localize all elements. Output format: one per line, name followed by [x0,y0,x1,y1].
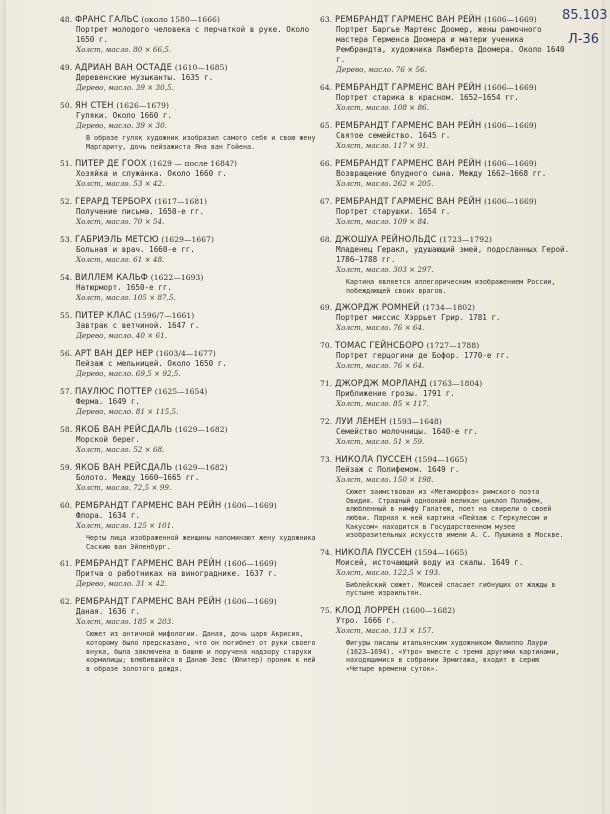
artwork-medium: Холст, масло. 262 × 205. [336,179,434,188]
catalog-entry [320,234,570,295]
artist-name: ПИТЕР КЛАС [74,310,132,321]
artwork-medium: Дерево, масло. 81 × 115,5. [76,407,179,417]
artist-dates: (1629 — после 1684?) [149,159,238,169]
artist-name: ДЖОРДЖ МОРЛАНД [334,378,427,389]
artist-dates: (1625—1654) [154,387,208,397]
artist-dates: (1626—1679) [116,101,170,110]
right-column [320,14,570,680]
artwork-note: Библейский сюжет. Моисей спасает гибнущих от жажды в пустыне израильтян. [346,580,556,598]
entry-number: 49. [60,63,73,72]
catalog-entry [60,348,322,379]
artwork-medium: Холст, масло. 61 × 48. [76,255,165,265]
artist-name: РЕМБРАНДТ ГАРМЕНС ВАН РЕЙН [334,82,482,92]
artwork-title: Даная. 1636 г. [76,607,141,617]
catalog-entry [320,158,570,189]
artwork-title: Флора. 1634 г. [76,511,141,521]
catalog-entry [60,272,322,303]
entry-heading [60,234,322,245]
artist-dates: (1763—1804) [429,379,483,389]
artwork-title: Завтрак с ветчиной. 1647 г. [76,321,200,331]
artwork-title: Утро. 1666 г. [336,615,396,625]
entry-heading [320,82,570,93]
artwork-medium: Холст, масло. 113 × 157. [336,625,434,635]
artwork-medium: Холст, масло. 80 × 66,5. [76,45,172,54]
entry-number: 48. [60,15,73,24]
artwork-title: Портрет Баргье Мартенс Доомер, жены рамочного мастера Герменса Доомера и матери ученика Рембрандта, художника Ламберта Доомера. Около 1640 г. [336,25,565,64]
artist-name: РЕМБРАНДТ ГАРМЕНС ВАН РЕЙН [74,558,222,569]
catalog-entry [60,100,322,151]
artwork-title: Портрет миссис Хэррьет Грир. 1781 г. [336,313,501,323]
artist-dates: (1606—1669) [484,15,537,24]
artwork-medium: Холст, масло. 108 × 86. [336,103,429,112]
artwork-note: Сюжет заимствован из «Метаморфоз» римского поэта Овидия. Страшный одноокий великан циклоп Полифем, влюбленный в нимфу Галатею, поет на свирели о своей любви. Парная к ней картина «Пейзаж с Геркулесом и Какусом» находится в Государственном музее изобразительных искусств имени А. С. Пушкина в Москве. [346,488,564,540]
artwork-medium: Холст, масло. 53 × 42. [76,179,165,189]
artwork-medium: Холст, масло. 117 × 91. [336,141,429,150]
entry-heading [320,196,570,207]
artist-dates: (1629—1667) [161,235,215,245]
entry-number: 67. [320,197,333,206]
entry-heading [320,14,570,25]
entry-number: 53. [60,235,73,245]
artwork-medium: Дерево, масло. 31 × 42. [76,579,167,589]
artwork-title: Получение письма. 1650-е гг. [76,207,205,217]
artist-name: ДЖОШУА РЕЙНОЛЬДС [334,234,437,244]
artwork-title: Портрет старика в красном. 1652—1654 гг. [336,93,519,102]
artwork-note: Картина является аллегорическим изображением России, побеждающей своих врагов. [346,278,556,295]
entry-heading [320,605,570,616]
artist-dates: (1610—1685) [174,63,228,72]
artist-dates: (1606—1669) [224,501,277,511]
artwork-medium: Холст, масло. 52 × 68. [76,445,165,455]
catalog-entry [60,558,322,589]
entry-number: 74. [320,547,333,557]
artist-dates: (1606—1669) [484,159,537,168]
entry-heading [60,596,322,607]
artist-dates: (1603/4—1677) [155,349,216,359]
entry-number: 62. [60,597,73,607]
catalog-entry [320,302,570,333]
entry-number: 73. [320,455,333,465]
artwork-title: Пейзаж с мельницей. Около 1650 г. [76,359,227,369]
catalog-entry [60,596,322,673]
catalog-entry [60,310,322,341]
artwork-title: Портрет молодого человека с перчаткой в руке. Около 1650 г. [76,25,310,44]
catalog-entry [60,386,322,417]
artwork-medium: Дерево, масло. 40 × 61. [76,331,167,341]
artist-dates: (1606—1669) [484,83,537,92]
artwork-medium: Дерево, масло. 76 × 56. [336,65,427,74]
artwork-medium: Холст, масло. 150 × 198. [336,475,434,485]
artist-dates: (1606—1669) [224,559,277,569]
entry-heading [60,14,322,25]
catalog-entry [60,14,322,55]
entry-heading [320,547,570,558]
artwork-title: Ферма. 1649 г. [76,397,141,407]
entry-heading [60,196,322,207]
entry-heading [320,234,570,245]
artist-dates: (1594—1665) [414,455,468,465]
artwork-title: Младенец Геракл, удушающий змей, подосланных Герой. 1786—1788 гг. [336,245,570,264]
artwork-title: Семейство молочницы. 1640-е гг. [336,427,478,437]
artwork-title: Гуляки. Около 1660 г. [76,111,173,120]
artwork-title: Приближение грозы. 1791 г. [336,389,455,399]
artist-dates: (около 1580—1666) [141,15,220,24]
entry-number: 72. [320,417,333,427]
entry-heading [320,158,570,169]
artwork-title: Морской берег. [76,435,141,445]
entry-number: 70. [320,341,333,351]
artist-name: ПИТЕР ДЕ ГООХ [74,158,147,169]
artist-name: ЯКОБ ВАН РЕЙСДАЛЬ [74,424,173,435]
artwork-title: Портрет старушки. 1654 г. [336,207,451,216]
artwork-medium: Холст, масло. 122,5 × 193. [336,567,441,577]
artist-name: РЕМБРАНДТ ГАРМЕНС ВАН РЕЙН [74,596,222,607]
entry-number: 71. [320,379,333,389]
entry-heading [320,378,570,389]
entry-number: 64. [320,83,333,92]
artist-name: ГЕРАРД ТЕРБОРХ [74,196,152,207]
artist-name: НИКОЛА ПУССЕН [334,454,413,465]
catalog-entry [60,62,322,93]
artwork-title: Хозяйка и служанка. Около 1660 г. [76,169,227,179]
entry-number: 52. [60,197,73,207]
catalog-entry [320,120,570,151]
artist-dates: (1606—1669) [484,121,537,130]
artist-dates: (1629—1682) [175,463,228,473]
artwork-note: Фигуры писаны итальянским художником Филиппо Лаури (1623—1694). «Утро» вместе с тремя другими картинами, находящимися в собрании Эрмитажа, входит в серию «Четыре времени суток». [346,638,560,673]
artwork-title: Моисей, источающий воду из скалы. 1649 г. [336,557,524,567]
entry-heading [320,454,570,465]
entry-heading [320,340,570,351]
artist-dates: (1727—1788) [426,341,480,351]
artist-dates: (1600—1682) [402,605,456,615]
artwork-note: Сюжет из античной мифологии. Даная, дочь царя Акрисия, которому было предсказано, что он погибнет от руки своего внука, была заключена в башню и поручена надзору старухи кормилицы; влюбившийся в Данаю Зевс (Юпитер) проник к ней в образе золотого дождя. [86,630,316,673]
artwork-medium: Дерево, масло. 69,5 × 92,5. [76,369,181,379]
catalog-entry [320,196,570,227]
entry-heading [60,62,322,73]
artwork-medium: Холст, масло. 109 × 84. [336,217,429,226]
catalog-entry [60,462,322,493]
artwork-title: Больная и врач. 1660-е гг. [76,245,195,255]
entry-number: 55. [60,311,73,321]
artwork-note: В образе гуляк художник изобразил самого себя и свою жену Маргариту, дочь пейзажиста Яна ван Гойена. [86,134,316,151]
artist-dates: (1617—1681) [154,197,208,207]
handwritten-code: Л-36 [568,32,600,47]
entry-number: 57. [60,387,73,397]
artist-dates: (1606—1669) [484,197,537,206]
artist-name: ВИЛЛЕМ КАЛЬФ [74,272,149,283]
artwork-title: Святое семейство. 1645 г. [336,131,451,140]
catalog-entry [320,416,570,447]
artist-name: ЯКОБ ВАН РЕЙСДАЛЬ [74,462,173,473]
artist-name: ПАУЛЮС ПОТТЕР [74,386,152,397]
artwork-medium: Холст, масло. 85 × 117. [336,399,429,409]
artwork-medium: Холст, масло. 125 × 101. [76,521,174,531]
artwork-medium: Холст, масло. 105 × 87,5. [76,293,176,303]
entry-heading [320,302,570,313]
entry-heading [60,386,322,397]
artist-name: ТОМАС ГЕЙНСБОРО [334,340,424,351]
entry-heading [60,100,322,111]
entry-number: 68. [320,235,333,244]
entry-number: 56. [60,349,73,359]
artwork-title: Притча о работниках на винограднике. 1637 г. [76,569,278,579]
artist-name: РЕМБРАНДТ ГАРМЕНС ВАН РЕЙН [334,120,482,130]
catalog-entry [320,605,570,673]
entry-heading [60,158,322,169]
catalog-entry [60,500,322,551]
artist-name: АДРИАН ВАН ОСТАДЕ [74,62,173,72]
artist-name: ГАБРИЭЛЬ МЕТСЮ [74,234,159,245]
catalog-entry [320,82,570,113]
entry-number: 59. [60,463,73,473]
catalog-entry [60,234,322,265]
artwork-medium: Холст, масло. 76 × 64. [336,323,425,333]
catalog-entry [320,378,570,409]
catalog-entry [60,158,322,189]
artwork-medium: Дерево, масло. 39 × 30. [76,121,167,130]
entry-number: 51. [60,159,73,169]
artist-name: НИКОЛА ПУССЕН [334,546,413,557]
artwork-title: Натюрморт. 1650-е гг. [76,283,173,293]
catalog-entry [320,340,570,371]
artwork-title: Болото. Между 1660—1665 гг. [76,473,200,483]
artwork-medium: Холст, масло. 70 × 54. [76,217,165,227]
artwork-note: Черты лица изображенной женщины напоминают жену художника Саскию ван Эйленбург. [86,534,316,551]
artist-dates: (1606—1669) [224,597,277,607]
catalog-entry [320,14,570,75]
catalog-entry [60,196,322,227]
artwork-title: Возвращение блудного сына. Между 1662—1668 гг. [336,169,547,178]
artist-name: РЕМБРАНДТ ГАРМЕНС ВАН РЕЙН [334,158,482,168]
artist-name: РЕМБРАНДТ ГАРМЕНС ВАН РЕЙН [74,500,222,511]
artist-name: ДЖОРДЖ РОМНЕЙ [334,302,420,313]
entry-number: 69. [320,303,333,313]
entry-heading [60,310,322,321]
catalog-page [6,0,608,814]
entry-heading [60,424,322,435]
entry-heading [60,500,322,511]
artist-dates: (1734—1802) [422,303,476,313]
entry-heading [60,462,322,473]
artist-dates: (1723—1792) [439,235,493,244]
entry-number: 50. [60,101,73,110]
entry-heading [60,272,322,283]
entry-number: 61. [60,559,73,569]
catalog-entry [320,454,570,540]
artist-dates: (1596/7—1661) [134,311,195,321]
entry-heading [320,416,570,427]
artist-dates: (1594—1665) [414,547,468,557]
artwork-medium: Холст, масло. 303 × 297. [336,265,434,274]
entry-heading [320,120,570,131]
left-column [60,14,322,680]
entry-heading [60,348,322,359]
entry-number: 60. [60,501,73,511]
entry-number: 75. [320,605,333,615]
artist-dates: (1593—1648) [389,417,442,427]
artwork-medium: Холст, масло. 76 × 64. [336,361,425,371]
catalog-entry [60,424,322,455]
artist-name: ФРАНС ГАЛЬС [74,14,139,24]
entry-number: 58. [60,425,73,435]
artist-name: АРТ ВАН ДЕР НЕР [74,348,154,359]
artist-name: ЛУИ ЛЕНЕН [334,416,387,427]
artwork-title: Портрет герцогини де Бофор. 1770-е гг. [336,351,510,361]
artist-dates: (1622—1693) [150,273,204,283]
entry-number: 65. [320,121,333,130]
entry-number: 66. [320,159,333,168]
artwork-medium: Дерево, масло. 39 × 30,5. [76,83,174,92]
artist-name: ЯН СТЕН [74,100,114,110]
artwork-medium: Холст, масло. 51 × 59. [336,437,425,447]
entry-number: 54. [60,273,73,283]
artist-name: РЕМБРАНДТ ГАРМЕНС ВАН РЕЙН [334,196,482,206]
catalog-entry [320,547,570,598]
artwork-title: Пейзаж с Полифемом. 1649 г. [336,465,460,475]
artist-dates: (1629—1682) [175,425,228,435]
entry-number: 63. [320,15,333,24]
artwork-medium: Холст, масло. 72,5 × 99. [76,483,172,493]
entry-heading [60,558,322,569]
artist-name: РЕМБРАНДТ ГАРМЕНС ВАН РЕЙН [334,14,482,24]
artwork-title: Деревенские музыканты. 1635 г. [76,73,214,82]
artwork-medium: Холст, масло. 185 × 203. [76,617,174,627]
handwritten-number: 85.103 [562,8,608,23]
artist-name: КЛОД ЛОРРЕН [334,604,400,615]
